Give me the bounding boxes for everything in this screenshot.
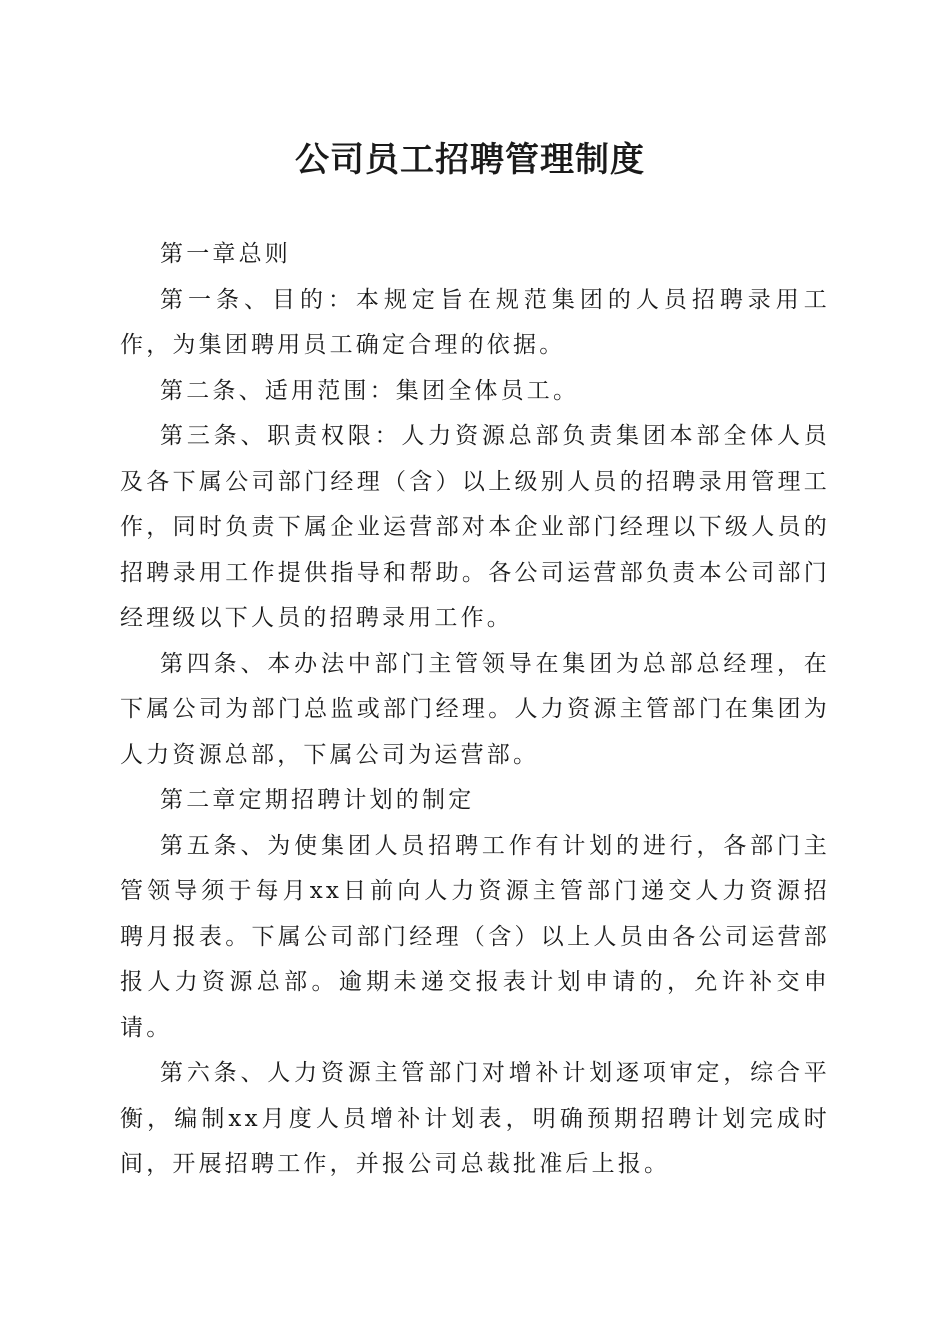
article-paragraph: 第四条、本办法中部门主管领导在集团为总部总经理，在下属公司为部门总监或部门经理。人力资源主管部门在集团为人力资源总部，下属公司为运营部。: [120, 650, 830, 768]
document-title: 公司员工招聘管理制度: [295, 140, 645, 180]
document-body: [120, 232, 830, 1188]
article-paragraph: 第五条、为使集团人员招聘工作有计划的进行，各部门主管领导须于每月xx日前向人力资源主管部门递交人力资源招聘月报表。下属公司部门经理（含）以上人员由各公司运营部报人力资源总部。逾期未递交报表计划申请的，允许补交申请。: [120, 832, 830, 1041]
article-paragraph: 第三条、职责权限：人力资源总部负责集团本部全体人员及各下属公司部门经理（含）以上级别人员的招聘录用管理工作，同时负责下属企业运营部对本企业部门经理以下级人员的招聘录用工作提供指导和帮助。各公司运营部负责本公司部门经理级以下人员的招聘录用工作。: [120, 423, 830, 631]
chapter-heading: 第二章定期招聘计划的制定: [160, 787, 475, 813]
chapter-heading: 第一章总则: [160, 241, 291, 267]
article-paragraph: 第六条、人力资源主管部门对增补计划逐项审定，综合平衡，编制xx月度人员增补计划表，明确预期招聘计划完成时间，开展招聘工作，并报公司总裁批准后上报。: [120, 1060, 830, 1177]
article-paragraph: 第二条、适用范围：集团全体员工。: [160, 377, 580, 404]
article-paragraph: 第一条、目的：本规定旨在规范集团的人员招聘录用工作，为集团聘用员工确定合理的依据。: [120, 286, 830, 358]
